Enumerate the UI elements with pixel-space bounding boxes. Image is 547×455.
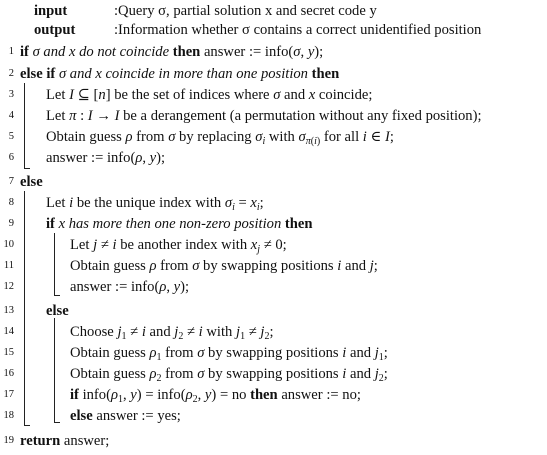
line-number-16: 16 bbox=[3, 368, 14, 379]
code-line-15: Obtain guess $\rho_1$ from σ by swapping positions i and $j_1$; bbox=[70, 345, 388, 363]
line-number-2: 2 bbox=[8, 68, 14, 79]
code-line-1: if σ and x do not coincide then answer := info(σ, y); bbox=[20, 44, 324, 60]
block-rule-inner-if-foot bbox=[54, 295, 60, 296]
line-number-10: 10 bbox=[3, 239, 14, 250]
input-line bbox=[34, 2, 377, 20]
line-number-4: 4 bbox=[8, 110, 14, 121]
code-line-8: Let i be the unique index with $\sigma_i = x_i$; bbox=[46, 195, 264, 213]
line-number-8: 8 bbox=[8, 197, 14, 208]
block-rule-else-foot bbox=[24, 425, 30, 426]
code-line-10: Let j ≠ i be another index with $x_j \ne 0$; bbox=[70, 237, 287, 255]
code-line-5: Obtain guess ρ from σ by replacing $\sigma_i$ with $\sigma_{\pi(i)}$ for all i ∈ I; bbox=[46, 129, 394, 147]
input-label: input bbox=[34, 3, 68, 19]
line-number-18: 18 bbox=[3, 410, 14, 421]
code-line-11: Obtain guess ρ from σ by swapping positions i and j; bbox=[70, 258, 378, 274]
code-line-12: answer := info(ρ, y); bbox=[70, 279, 190, 295]
line-number-19: 19 bbox=[3, 435, 14, 446]
output-text: :Information whether σ contains a correct unidentified position bbox=[114, 22, 482, 38]
block-rule-inner-if bbox=[54, 233, 55, 295]
block-rule-else-if-foot bbox=[24, 168, 30, 169]
code-line-17: if $info(\rho_1$, $y) = info(\rho_2$, y) = no then answer := no; bbox=[70, 387, 361, 405]
code-line-18: else answer := yes; bbox=[70, 408, 181, 424]
output-line bbox=[34, 21, 481, 39]
block-rule-inner-else-foot bbox=[54, 422, 60, 423]
line-number-12: 12 bbox=[3, 281, 14, 292]
line-number-6: 6 bbox=[8, 152, 14, 163]
input-text: :Query σ, partial solution x and secret code y bbox=[114, 3, 377, 19]
code-line-19: return answer; bbox=[20, 433, 110, 449]
block-rule-inner-else bbox=[54, 318, 55, 422]
line-number-1: 1 bbox=[8, 46, 14, 57]
code-line-3: Let I ⊆ [n] be the set of indices where σ and x coincide; bbox=[46, 87, 373, 103]
block-rule-else-if bbox=[24, 83, 25, 168]
code-line-6: answer := info(ρ, y); bbox=[46, 150, 166, 166]
code-line-9: if x has more then one non-zero position then bbox=[46, 216, 313, 232]
block-rule-else bbox=[24, 191, 25, 425]
code-line-13: else bbox=[46, 303, 69, 319]
code-line-14: Choose $j_1 \ne i$ and $j_2 \ne i$ with $j_1 \ne j_2$; bbox=[70, 324, 274, 342]
line-number-7: 7 bbox=[8, 176, 14, 187]
line-number-17: 17 bbox=[3, 389, 14, 400]
line-number-13: 13 bbox=[3, 305, 14, 316]
line-number-3: 3 bbox=[8, 89, 14, 100]
code-line-7: else bbox=[20, 174, 43, 190]
code-line-16: Obtain guess $\rho_2$ from σ by swapping positions i and $j_2$; bbox=[70, 366, 388, 384]
output-label: output bbox=[34, 22, 76, 38]
line-number-5: 5 bbox=[8, 131, 14, 142]
code-line-4: Let π : I → I be a derangement (a permutation without any fixed position); bbox=[46, 108, 482, 124]
line-number-9: 9 bbox=[8, 218, 14, 229]
code-line-2: else if σ and x coincide in more than one position then bbox=[20, 66, 340, 82]
line-number-11: 11 bbox=[3, 260, 14, 271]
line-number-14: 14 bbox=[3, 326, 14, 337]
line-number-15: 15 bbox=[3, 347, 14, 358]
